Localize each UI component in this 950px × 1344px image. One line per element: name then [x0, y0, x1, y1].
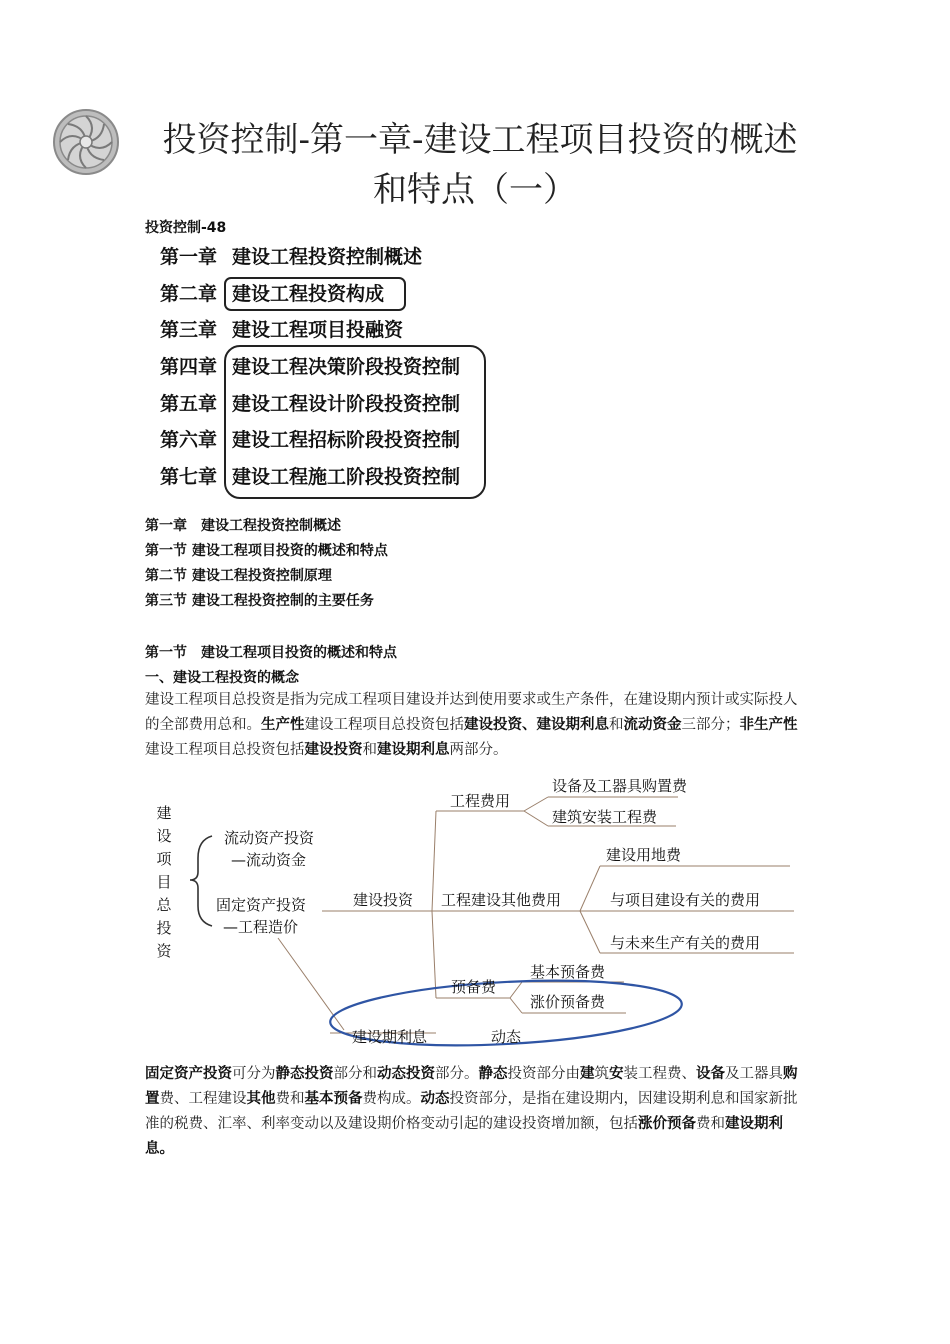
zhangjia-label: 涨价预备费	[530, 993, 606, 1011]
toc-item: 第一节 建设工程项目投资的概述和特点	[145, 543, 388, 559]
yubei-label: 预备费	[451, 978, 497, 996]
weilai-label: 与未来生产有关的费用	[610, 934, 761, 952]
gongcheng-feiyong-label: 工程费用	[450, 792, 511, 810]
chapter-number: 第六章	[160, 429, 218, 451]
chapter-number: 第五章	[160, 393, 218, 415]
chapter-number: 第二章	[160, 283, 218, 305]
chapter-name: 建设工程施工阶段投资控制	[232, 466, 461, 488]
section-title: 第一节 建设工程项目投资的概述和特点	[145, 645, 397, 661]
page-title-line-1: 投资控制-第一章-建设工程项目投资的概述	[162, 120, 798, 160]
concept-heading: 一、建设工程投资的概念	[145, 670, 299, 686]
chapter-name: 建设工程决策阶段投资控制	[232, 356, 461, 378]
chapter-name: 建设工程投资构成	[232, 283, 385, 305]
lixi-label: 建设期利息	[352, 1028, 428, 1046]
guding-label-2: —工程造价	[223, 918, 299, 936]
chapter-name: 建设工程招标阶段投资控制	[232, 429, 461, 451]
dongtai-label: 动态	[491, 1028, 522, 1046]
jiben-label: 基本预备费	[530, 963, 606, 981]
toc-item: 第三节 建设工程投资控制的主要任务	[145, 593, 374, 609]
toc-item: 第二节 建设工程投资控制原理	[145, 568, 332, 584]
subtitle: 投资控制-48	[145, 220, 227, 236]
toc-item: 第一章 建设工程投资控制概述	[145, 518, 341, 534]
chapter-name: 建设工程设计阶段投资控制	[232, 393, 461, 415]
jianzhu-label: 建筑安装工程费	[552, 808, 658, 826]
paragraph-fixed-assets: 固定资产投资可分为静态投资部分和动态投资部分。静态投资部分由建筑安装工程费、设备及工器具购置费、工程建设其他费和基本预备费构成。动态投资部分，是指在建设期内，因建设期利息和国家新批准的税费、汇率、利率变动以及建设期价格变动引起的建设投资增加额，包括涨价预备费和建设期利息。	[145, 1066, 798, 1157]
diagram-root-label: 建设项目总投资	[156, 804, 172, 960]
page-title-line-2: 和特点（一）	[373, 170, 577, 210]
shebei-label: 设备及工器具购置费	[552, 777, 688, 795]
chapter-name: 建设工程项目投融资	[232, 319, 404, 341]
liudong-label-1: 流动资产投资	[224, 829, 315, 847]
yongdi-label: 建设用地费	[606, 846, 682, 864]
paragraph-definition: 建设工程项目总投资是指为完成工程项目建设并达到使用要求或生产条件，在建设期内预计或实际投人的全部费用总和。生产性建设工程项目总投资包括建设投资、建设期利息和流动资金三部分；非生产性建设工程项目总投资包括建设投资和建设期利息两部分。	[145, 692, 798, 758]
xiangmu-label: 与项目建设有关的费用	[610, 891, 761, 909]
chapter-number: 第一章	[160, 246, 218, 268]
qita-label: 工程建设其他费用	[441, 891, 562, 909]
jianshe-touzi-label: 建设投资	[353, 891, 414, 909]
chapter-number: 第七章	[160, 466, 218, 488]
guding-label-1: 固定资产投资	[216, 896, 307, 914]
liudong-label-2: —流动资金	[231, 851, 307, 869]
chapter-number: 第四章	[160, 356, 218, 378]
chapter-number: 第三章	[160, 319, 218, 341]
chapter-name: 建设工程投资控制概述	[232, 246, 423, 268]
